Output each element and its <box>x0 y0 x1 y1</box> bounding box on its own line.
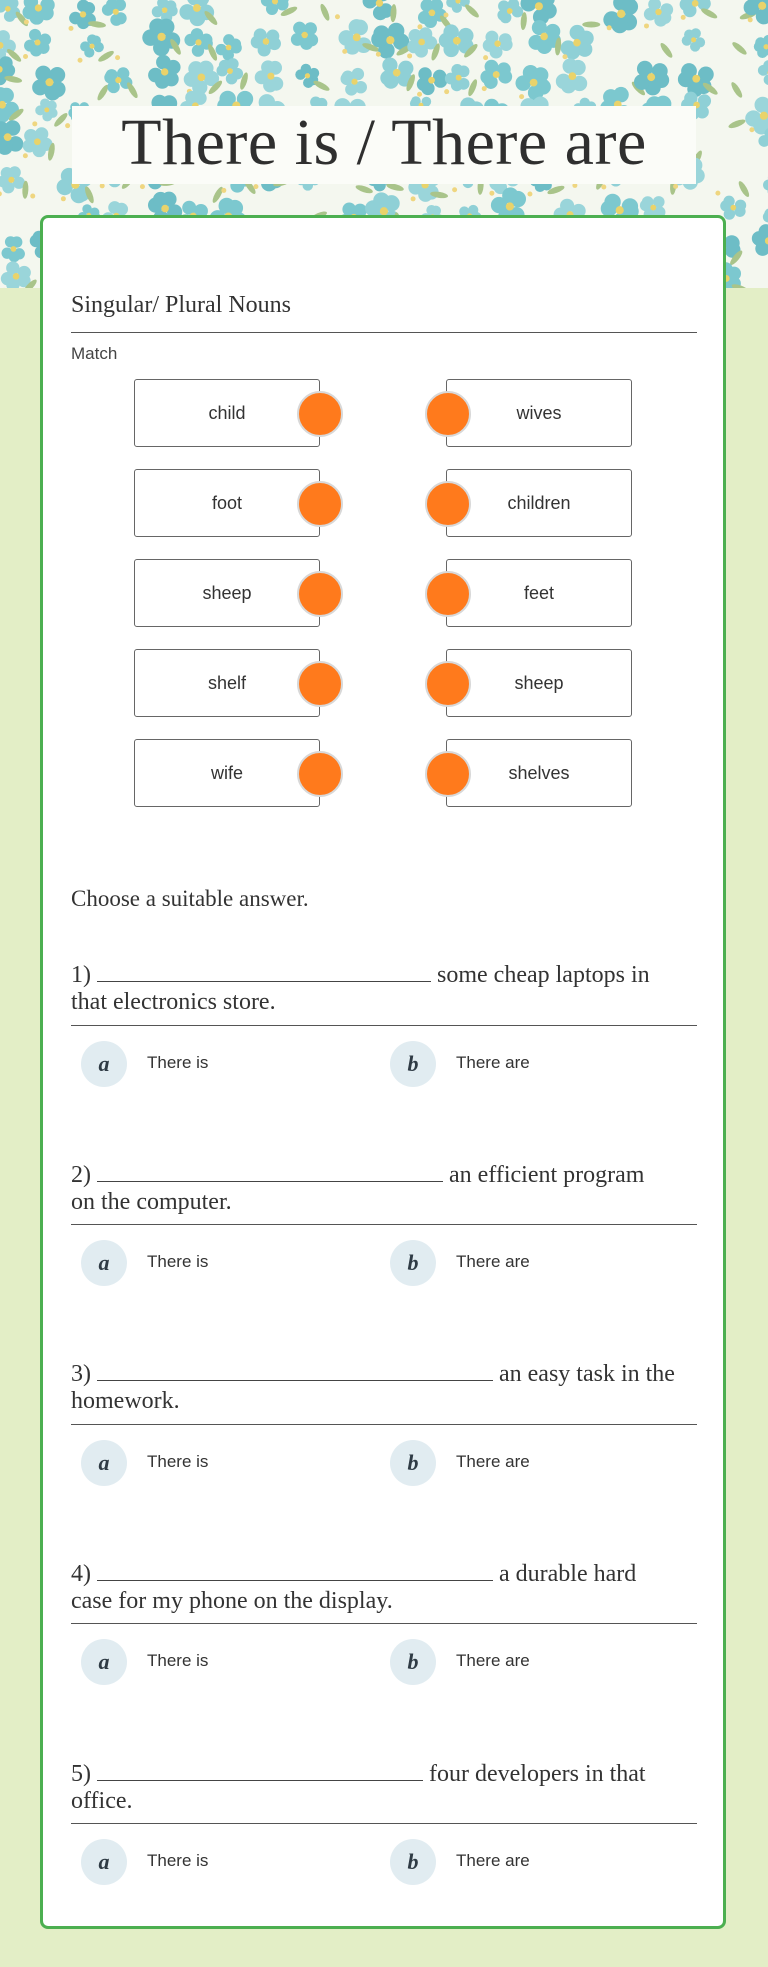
match-connector-dot[interactable] <box>425 391 471 437</box>
option-b-badge[interactable]: b <box>390 1639 436 1685</box>
dot-icon <box>335 14 340 19</box>
flower-icon <box>682 28 705 51</box>
option-a-label[interactable]: There is <box>147 1851 209 1870</box>
question-text <box>71 961 699 1016</box>
question-divider <box>71 1424 697 1425</box>
question-number: 4) <box>71 1561 91 1587</box>
match-right-item[interactable]: sheep <box>446 649 632 717</box>
dot-icon <box>715 191 720 196</box>
dot-icon <box>748 17 753 22</box>
flower-icon <box>678 63 714 97</box>
flower-icon <box>744 0 768 24</box>
question-text <box>71 1161 699 1216</box>
match-connector-dot[interactable] <box>425 481 471 527</box>
flower-icon <box>758 60 768 85</box>
flower-icon <box>35 98 57 121</box>
flower-icon <box>0 120 23 155</box>
answer-blank[interactable] <box>97 1360 493 1381</box>
leaf-icon <box>659 41 675 59</box>
answer-blank[interactable] <box>97 1760 423 1781</box>
leaf-icon <box>737 180 751 199</box>
dot-icon <box>23 54 28 59</box>
dot-icon <box>376 52 381 57</box>
leaf-icon <box>700 6 719 20</box>
question-text-part: four developers in that <box>429 1761 646 1787</box>
dot-icon <box>342 49 347 54</box>
flower-icon <box>497 0 523 23</box>
dot-icon <box>489 191 494 196</box>
answer-blank[interactable] <box>97 961 431 982</box>
dot-icon <box>65 123 70 128</box>
option-b-label[interactable]: There are <box>456 1851 530 1870</box>
option-a-label[interactable]: There is <box>147 1252 209 1271</box>
dot-icon <box>443 13 448 18</box>
option-b-label[interactable]: There are <box>456 1651 530 1670</box>
flower-icon <box>23 127 53 157</box>
question-number: 2) <box>71 1162 91 1188</box>
section-divider <box>71 332 697 333</box>
flower-icon <box>148 55 180 89</box>
flower-icon <box>763 172 768 197</box>
flower-icon <box>0 0 20 22</box>
leaf-icon <box>582 22 600 28</box>
flower-icon <box>644 0 673 27</box>
match-instruction: Match <box>71 344 118 363</box>
question-number: 5) <box>71 1761 91 1787</box>
leaf-icon <box>727 118 746 130</box>
match-connector-dot[interactable] <box>297 661 343 707</box>
flower-icon <box>102 0 127 26</box>
dot-icon <box>644 23 649 28</box>
dot-icon <box>519 94 524 99</box>
flower-icon <box>291 22 318 50</box>
match-connector-dot[interactable] <box>297 571 343 617</box>
question-text-part: some cheap laptops in <box>437 962 650 988</box>
flower-icon <box>417 67 447 95</box>
option-b-badge[interactable]: b <box>390 1240 436 1286</box>
option-b-badge[interactable]: b <box>390 1041 436 1087</box>
dot-icon <box>32 121 37 126</box>
quiz-instruction: Choose a suitable answer. <box>71 886 309 911</box>
flower-icon <box>745 97 768 135</box>
flower-icon <box>24 29 51 57</box>
flower-icon <box>0 166 25 193</box>
option-a-badge[interactable]: a <box>81 1839 127 1885</box>
dot-icon <box>30 194 35 199</box>
flower-icon <box>32 66 65 101</box>
match-connector-dot[interactable] <box>425 661 471 707</box>
section-title: Singular/ Plural Nouns <box>71 292 291 318</box>
match-connector-dot[interactable] <box>297 481 343 527</box>
question-divider <box>71 1025 697 1026</box>
match-right-item[interactable]: feet <box>446 559 632 627</box>
answer-blank[interactable] <box>97 1161 443 1182</box>
option-a-badge[interactable]: a <box>81 1041 127 1087</box>
dot-icon <box>483 55 488 60</box>
option-a-label[interactable]: There is <box>147 1053 209 1072</box>
match-right-item[interactable]: wives <box>446 379 632 447</box>
dot-icon <box>24 19 29 24</box>
dot-icon <box>607 25 612 30</box>
question-text-part: office. <box>71 1788 133 1814</box>
flower-icon <box>480 60 512 89</box>
question-text-part: a durable hard <box>499 1561 637 1587</box>
flower-icon <box>418 0 447 28</box>
dot-icon <box>23 153 28 158</box>
option-b-badge[interactable]: b <box>390 1839 436 1885</box>
question-number: 1) <box>71 962 91 988</box>
option-a-badge[interactable]: a <box>81 1639 127 1685</box>
dot-icon <box>452 187 457 192</box>
match-connector-dot[interactable] <box>425 751 471 797</box>
match-connector-dot[interactable] <box>297 391 343 437</box>
question-text <box>71 1760 699 1815</box>
dot-icon <box>562 54 567 59</box>
flower-icon <box>184 28 212 57</box>
dot-icon <box>407 53 412 58</box>
option-a-label[interactable]: There is <box>147 1651 209 1670</box>
option-b-label[interactable]: There are <box>456 1252 530 1271</box>
flower-icon <box>1 261 31 288</box>
dot-icon <box>749 127 754 132</box>
leaf-icon <box>125 81 139 100</box>
flower-icon <box>752 224 768 256</box>
question-text-part: that electronics store. <box>71 989 276 1015</box>
leaf-icon <box>319 3 332 22</box>
match-connector-dot[interactable] <box>425 571 471 617</box>
option-a-badge[interactable]: a <box>81 1240 127 1286</box>
question-divider <box>71 1623 697 1624</box>
question-text-part: case for my phone on the display. <box>71 1588 393 1614</box>
leaf-icon <box>463 3 480 20</box>
flower-icon <box>363 0 393 20</box>
dot-icon <box>482 86 487 91</box>
answer-blank[interactable] <box>97 1560 493 1581</box>
dot-icon <box>61 196 66 201</box>
page-title: There is / There are <box>121 106 647 179</box>
question-number: 3) <box>71 1361 91 1387</box>
leaf-icon <box>731 40 749 56</box>
flower-icon <box>104 67 132 93</box>
dot-icon <box>0 191 2 196</box>
dot-icon <box>411 196 416 201</box>
dot-icon <box>68 26 73 31</box>
match-left-item[interactable]: sheep <box>134 559 320 627</box>
dot-icon <box>681 15 686 20</box>
dot-icon <box>115 55 120 60</box>
match-left-item[interactable]: child <box>134 379 320 447</box>
flower-icon <box>445 64 470 91</box>
question-text-part: an easy task in the <box>499 1361 675 1387</box>
option-b-label[interactable]: There are <box>456 1452 530 1471</box>
match-left-item[interactable]: shelf <box>134 649 320 717</box>
flower-icon <box>556 58 587 93</box>
dot-icon <box>527 191 532 196</box>
option-a-label[interactable]: There is <box>147 1452 209 1471</box>
dot-icon <box>417 92 422 97</box>
question-text <box>71 1560 699 1615</box>
flower-icon <box>720 196 746 220</box>
flower-icon <box>483 31 513 59</box>
flower-icon <box>80 34 104 57</box>
flower-icon <box>754 35 768 58</box>
question-divider <box>71 1224 697 1225</box>
flower-icon <box>216 34 242 61</box>
flower-icon <box>341 68 367 96</box>
dot-icon <box>78 58 83 63</box>
question-text-part: on the computer. <box>71 1189 232 1215</box>
question-text <box>71 1360 699 1415</box>
option-a-badge[interactable]: a <box>81 1440 127 1486</box>
question-text-part: an efficient program <box>449 1162 645 1188</box>
question-divider <box>71 1823 697 1824</box>
match-right-item[interactable]: shelves <box>446 739 632 807</box>
match-left-item[interactable]: foot <box>134 469 320 537</box>
flower-icon <box>251 28 281 56</box>
dot-icon <box>444 89 449 94</box>
leaf-icon <box>729 81 744 99</box>
match-right-item[interactable]: children <box>446 469 632 537</box>
flower-icon <box>2 236 25 262</box>
flower-icon <box>216 58 243 84</box>
flower-icon <box>255 60 284 92</box>
option-b-badge[interactable]: b <box>390 1440 436 1486</box>
match-connector-dot[interactable] <box>297 751 343 797</box>
dot-icon <box>221 188 226 193</box>
match-left-item[interactable]: wife <box>134 739 320 807</box>
leaf-icon <box>312 79 331 93</box>
question-text-part: homework. <box>71 1388 180 1414</box>
option-b-label[interactable]: There are <box>456 1053 530 1072</box>
